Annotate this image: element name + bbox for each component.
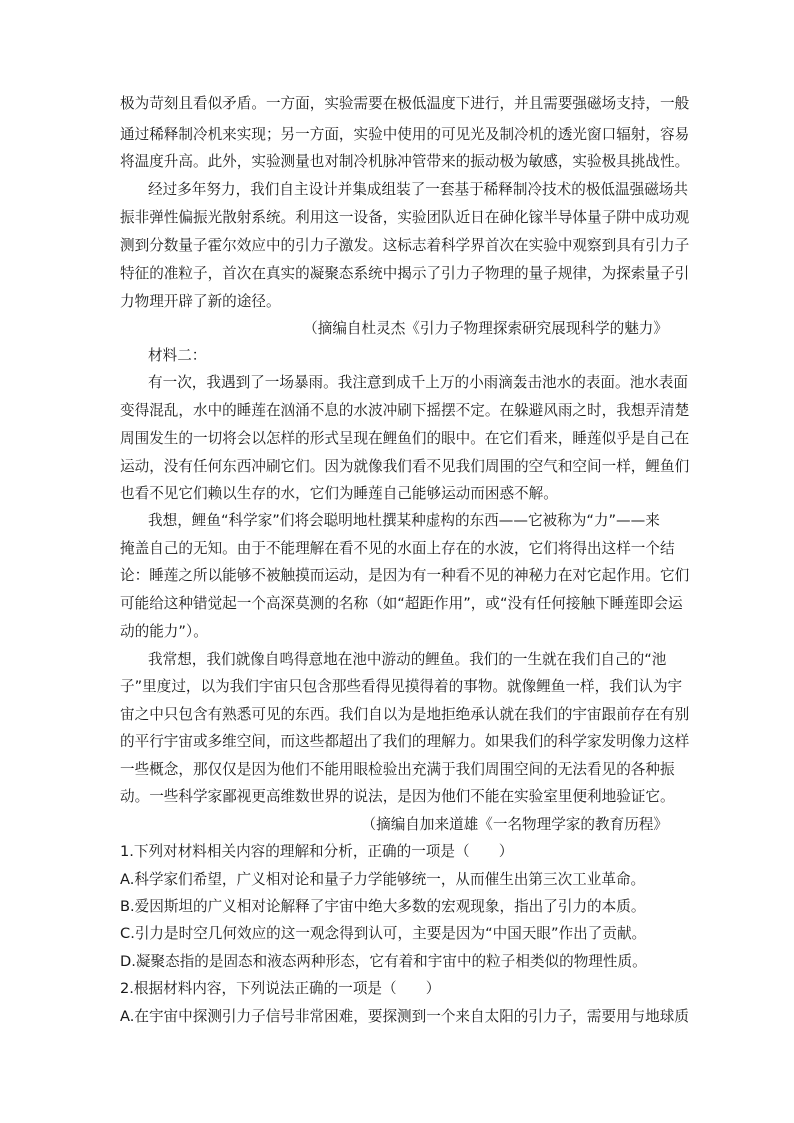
text-line: 子”里度过，以为我们宇宙只包含那些看得见摸得着的事物。就像鲤鱼一样，我们认为宇 <box>120 678 683 695</box>
answer-option: A.科学家们希望，广义相对论和量子力学能够统一，从而催生出第三次工业革命。 <box>120 871 646 888</box>
text-line: 有一次，我遇到了一场暴雨。我注意到成千上万的小雨滴轰击池水的表面。池水表面 <box>148 374 688 391</box>
question-stem: 1.下列对材料相关内容的理解和分析，正确的一项是（ ） <box>120 843 514 860</box>
text-line: 经过多年努力，我们自主设计并集成组装了一套基于稀释制冷技术的极低温强磁场共 <box>148 181 688 198</box>
text-line: 通过稀释制冷机来实现；另一方面，实验中使用的可见光及制冷机的透光窗口辐射，容易 <box>120 126 690 143</box>
section-heading: 材料二： <box>148 347 207 364</box>
text-line: 宙之中只包含有熟悉可见的东西。我们自以为是地拒绝承认就在我们的宇宙跟前存在有别 <box>120 706 690 723</box>
text-line: 极为苛刻且看似矛盾。一方面，实验需要在极低温度下进行，并且需要强磁场支持，一般 <box>120 95 690 112</box>
text-line: 可能给这种错觉起一个高深莫测的名称（如“超距作用”，或“没有任何接触下睡莲即会运 <box>120 595 683 612</box>
text-line: 我常想，我们就像自鸣得意地在池中游动的鲤鱼。我们的一生就在我们自己的“池 <box>148 651 667 668</box>
text-line: 特征的准粒子，首次在真实的凝聚态系统中揭示了引力子物理的量子规律，为探索量子引 <box>120 265 690 282</box>
text-line: 运动，没有任何东西冲刷它们。因为就像我们看不见我们周围的空气和空间一样，鲤鱼们 <box>120 458 690 475</box>
text-line: 也看不见它们赖以生存的水，它们为睡莲自己能够运动而困惑不解。 <box>120 485 558 502</box>
text-line: 测到分数量子霍尔效应中的引力子激发。这标志着科学界首次在实验中观察到具有引力子 <box>120 237 690 254</box>
answer-option: A.在宇宙中探测引力子信号非常困难，要探测到一个来自太阳的引力子，需要用与地球质 <box>120 1008 689 1025</box>
text-line: 变得混乱，水中的睡莲在汹涌不息的水波冲刷下摇摆不定。在躲避风雨之时，我想弄清楚 <box>120 402 690 419</box>
text-line: 动的能力”）。 <box>120 623 208 640</box>
source-citation: （摘编自加来道雄《一名物理学家的教育历程》 <box>361 816 668 833</box>
text-line: 将温度升高。此外，实验测量也对制冷机脉冲管带来的振动极为敏感，实验极具挑战性。 <box>120 153 690 170</box>
text-line: 掩盖自己的无知。由于不能理解在看不见的水面上存在的水波，它们将得出这样一个结 <box>120 540 675 557</box>
text-line: 力物理开辟了新的途径。 <box>120 293 281 310</box>
text-line: 周围发生的一切将会以怎样的形式呈现在鲤鱼们的眼中。在它们看来，睡莲似乎是自己在 <box>120 430 690 447</box>
text-line: 动。一些科学家鄙视更高维数世界的说法，是因为他们不能在实验室里便利地验证它。 <box>120 788 675 805</box>
source-citation: （摘编自杜灵杰《引力子物理探索研究展现科学的魅力》 <box>303 320 668 337</box>
text-line: 论：睡莲之所以能够不被触摸而运动，是因为有一种看不见的神秘力在对它起作用。它们 <box>120 567 690 584</box>
text-line: 振非弹性偏振光散射系统。利用这一设备，实验团队近日在砷化镓半导体量子阱中成功观 <box>120 209 690 226</box>
question-stem: 2.根据材料内容，下列说法正确的一项是（ ） <box>120 980 441 997</box>
answer-option: C.引力是时空几何效应的这一观念得到认可，主要是因为“中国天眼”作出了贡献。 <box>120 925 647 942</box>
answer-option: D.凝聚态指的是固态和液态两种形态，它有着和宇宙中的粒子相类似的物理性质。 <box>120 953 647 970</box>
text-line: 我想，鲤鱼“科学家”们将会聪明地杜撰某种虚构的东西——它被称为“力”——来 <box>148 512 660 529</box>
answer-option: B.爱因斯坦的广义相对论解释了宇宙中绝大多数的宏观现象，指出了引力的本质。 <box>120 898 646 915</box>
text-line: 一些概念，那仅仅是因为他们不能用眼检验出充满于我们周围空间的无法看见的各种振 <box>120 761 675 778</box>
text-line: 的平行宇宙或多维空间，而这些都超出了我们的理解力。如果我们的科学家发明像力这样 <box>120 733 690 750</box>
